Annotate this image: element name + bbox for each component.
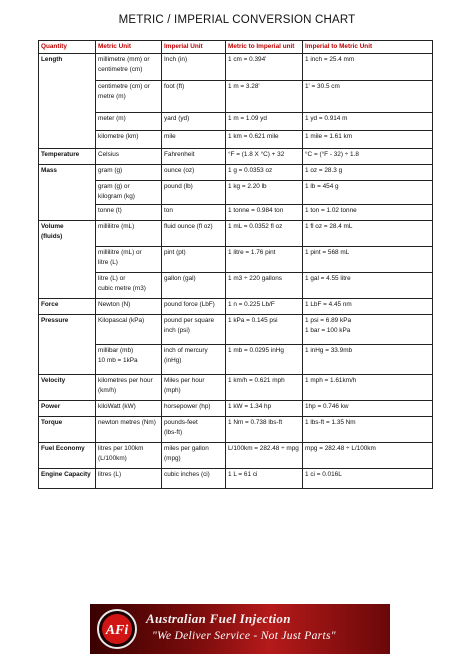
cell-text: 1 m = 3.28': [228, 83, 260, 90]
cell-text: mile: [164, 133, 176, 140]
table-row: [39, 247, 433, 273]
cell-text: centimetre (cm): [98, 66, 143, 73]
cell-text: metre (m): [98, 93, 126, 100]
cell-text: meter (m): [98, 115, 126, 122]
cell-text: tonne (t): [98, 207, 122, 214]
metric-to-imperial-cell: [226, 417, 303, 443]
imperial-unit-cell: [162, 205, 226, 221]
metric-unit-cell: [96, 315, 162, 345]
metric-to-imperial-cell: [226, 315, 303, 345]
header-metric-unit: Metric Unit: [96, 41, 162, 54]
cell-text: Fahrenheit: [164, 151, 195, 158]
metric-to-imperial-cell: [226, 469, 303, 489]
metric-to-imperial-cell: [226, 149, 303, 165]
cell-text: gallon (gal): [164, 275, 196, 282]
cell-text: (mph): [164, 387, 181, 394]
footer-banner: [90, 604, 390, 654]
metric-unit-cell: [96, 54, 162, 81]
quantity-cell: [39, 401, 96, 417]
cell-text: Inch (in): [164, 56, 188, 63]
metric-unit-cell: [96, 113, 162, 131]
metric-unit-cell: [96, 401, 162, 417]
table-row: [39, 417, 433, 443]
cell-text: litres per 100km: [98, 445, 144, 452]
metric-to-imperial-cell: [226, 375, 303, 401]
quantity-label: Torque: [41, 419, 63, 426]
quantity-cell: [39, 417, 96, 443]
cell-text: 1 mile = 1.61 km: [305, 133, 353, 140]
imperial-to-metric-cell: [303, 469, 433, 489]
table-row: [39, 469, 433, 489]
imperial-unit-cell: [162, 401, 226, 417]
cell-text: pound per square: [164, 317, 215, 324]
cell-text: cubic inches (ci): [164, 471, 210, 478]
logo-lettering: AFi: [105, 623, 129, 638]
cell-text: (mpg): [164, 455, 181, 462]
table-row: [39, 131, 433, 149]
cell-text: Newton (N): [98, 301, 131, 308]
cell-text: 1 gal = 4.55 litre: [305, 275, 351, 282]
cell-text: 1 Nm = 0.738 lbs-ft: [228, 419, 283, 426]
cell-text: °C = (°F - 32) ÷ 1.8: [305, 151, 359, 158]
metric-unit-cell: [96, 417, 162, 443]
table-row: [39, 315, 433, 345]
cell-text: pound (lb): [164, 183, 193, 190]
imperial-unit-cell: [162, 165, 226, 181]
quantity-label: Length: [41, 56, 63, 63]
quantity-cell: [39, 315, 96, 375]
imperial-to-metric-cell: [303, 299, 433, 315]
imperial-to-metric-cell: [303, 54, 433, 81]
cell-text: millilitre (mL): [98, 223, 135, 230]
metric-to-imperial-cell: [226, 443, 303, 469]
cell-text: °F = (1.8 X °C) + 32: [228, 151, 285, 158]
quantity-cell: [39, 149, 96, 165]
cell-text: 1 mph = 1.61km/h: [305, 377, 357, 384]
cell-text: 1 ton = 1.02 tonne: [305, 207, 357, 214]
imperial-unit-cell: [162, 81, 226, 113]
quantity-cell: [39, 375, 96, 401]
metric-unit-cell: [96, 131, 162, 149]
cell-text: miles per gallon: [164, 445, 209, 452]
metric-to-imperial-cell: [226, 54, 303, 81]
imperial-to-metric-cell: [303, 165, 433, 181]
page-title: METRIC / IMPERIAL CONVERSION CHART: [118, 14, 356, 26]
cell-text: foot (ft): [164, 83, 185, 90]
imperial-to-metric-cell: [303, 205, 433, 221]
metric-unit-cell: [96, 247, 162, 273]
metric-unit-cell: [96, 81, 162, 113]
cell-text: horsepower (hp): [164, 403, 211, 410]
quantity-label: (fluids): [41, 233, 63, 240]
metric-unit-cell: [96, 345, 162, 375]
afi-logo: [96, 608, 138, 650]
imperial-to-metric-cell: [303, 131, 433, 149]
cell-text: 1 cm = 0.394': [228, 56, 267, 63]
metric-to-imperial-cell: [226, 113, 303, 131]
cell-text: pounds-feet: [164, 419, 198, 426]
imperial-to-metric-cell: [303, 247, 433, 273]
cell-text: 1 n = 0.225 Lb/F: [228, 301, 275, 308]
cell-text: 10 mb = 1kPa: [98, 357, 138, 364]
metric-unit-cell: [96, 165, 162, 181]
cell-text: millimetre (mm) or: [98, 56, 150, 63]
cell-text: Kilopascal (kPa): [98, 317, 145, 324]
brand-name: Australian Fuel Injection: [146, 611, 291, 626]
cell-text: kilometre (km): [98, 133, 139, 140]
header-imperial-to-metric: Imperial to Metric Unit: [303, 41, 433, 54]
cell-text: ounce (oz): [164, 167, 195, 174]
cell-text: 1 kW = 1.34 hp: [228, 403, 272, 410]
imperial-to-metric-cell: [303, 345, 433, 375]
metric-unit-cell: [96, 375, 162, 401]
cell-text: 1 pint = 568 mL: [305, 249, 350, 256]
conversion-table: [38, 40, 433, 489]
quantity-cell: [39, 54, 96, 149]
quantity-label: Power: [41, 403, 61, 410]
cell-text: litre (L): [98, 259, 118, 266]
metric-unit-cell: [96, 273, 162, 299]
imperial-unit-cell: [162, 181, 226, 205]
quantity-label: Volume: [41, 223, 64, 230]
imperial-to-metric-cell: [303, 181, 433, 205]
imperial-unit-cell: [162, 443, 226, 469]
cell-text: mpg = 282.48 ÷ L/100km: [305, 445, 376, 452]
table-row: [39, 299, 433, 315]
table-row: [39, 401, 433, 417]
imperial-to-metric-cell: [303, 113, 433, 131]
cell-text: L/100km = 282.48 ÷ mpg: [228, 445, 299, 452]
cell-text: 1 mL = 0.0352 fl oz: [228, 223, 283, 230]
cell-text: 1 oz = 28.3 g: [305, 167, 343, 174]
cell-text: millibar (mb): [98, 347, 134, 354]
imperial-unit-cell: [162, 221, 226, 247]
table-row: [39, 181, 433, 205]
cell-text: litre (L) or: [98, 275, 126, 282]
table-row: [39, 54, 433, 81]
table-row: [39, 345, 433, 375]
imperial-unit-cell: [162, 273, 226, 299]
metric-to-imperial-cell: [226, 131, 303, 149]
table-header-row: [39, 41, 433, 54]
metric-to-imperial-cell: [226, 205, 303, 221]
imperial-unit-cell: [162, 54, 226, 81]
cell-text: Miles per hour: [164, 377, 205, 384]
quantity-label: Temperature: [41, 151, 80, 158]
quantity-label: Force: [41, 301, 59, 308]
header-imperial-unit: Imperial Unit: [162, 41, 226, 54]
table-row: [39, 221, 433, 247]
metric-to-imperial-cell: [226, 221, 303, 247]
metric-to-imperial-cell: [226, 81, 303, 113]
metric-unit-cell: [96, 221, 162, 247]
metric-to-imperial-cell: [226, 401, 303, 417]
cell-text: fluid ounce (fl oz): [164, 223, 213, 230]
table-row: [39, 273, 433, 299]
cell-text: 1 L = 61 ci: [228, 471, 258, 478]
quantity-cell: [39, 165, 96, 221]
header-metric-to-imperial: Metric to Imperial unit: [226, 41, 303, 54]
imperial-to-metric-cell: [303, 375, 433, 401]
metric-to-imperial-cell: [226, 247, 303, 273]
quantity-cell: [39, 221, 96, 299]
metric-unit-cell: [96, 149, 162, 165]
cell-text: cubic metre (m3): [98, 285, 146, 292]
imperial-to-metric-cell: [303, 221, 433, 247]
slogan: "We Deliver Service - Not Just Parts": [152, 630, 336, 642]
cell-text: inch of mercury: [164, 347, 208, 354]
cell-text: kilometres per hour: [98, 377, 153, 384]
table-row: [39, 81, 433, 113]
table-body: [39, 54, 433, 489]
metric-to-imperial-cell: [226, 299, 303, 315]
cell-text: litres (L): [98, 471, 122, 478]
table-row: [39, 375, 433, 401]
imperial-to-metric-cell: [303, 81, 433, 113]
cell-text: 1hp = 0.746 kw: [305, 403, 349, 410]
quantity-cell: [39, 299, 96, 315]
table-row: [39, 149, 433, 165]
metric-to-imperial-cell: [226, 165, 303, 181]
cell-text: 1 mb = 0.0295 inHg: [228, 347, 284, 354]
cell-text: 1 LbF = 4.45 nm: [305, 301, 352, 308]
imperial-to-metric-cell: [303, 401, 433, 417]
imperial-to-metric-cell: [303, 273, 433, 299]
quantity-label: Engine Capacity: [41, 471, 91, 478]
cell-text: 1 lbs-ft = 1.35 Nm: [305, 419, 356, 426]
imperial-to-metric-cell: [303, 443, 433, 469]
imperial-to-metric-cell: [303, 315, 433, 345]
imperial-to-metric-cell: [303, 149, 433, 165]
cell-text: 1 psi = 6.89 kPa: [305, 317, 352, 324]
cell-text: (inHg): [164, 357, 182, 364]
cell-text: 1 m = 1.09 yd: [228, 115, 267, 122]
quantity-cell: [39, 469, 96, 489]
cell-text: gram (g): [98, 167, 123, 174]
quantity-cell: [39, 443, 96, 469]
imperial-unit-cell: [162, 247, 226, 273]
cell-text: 1 inHg = 33.9mb: [305, 347, 353, 354]
imperial-unit-cell: [162, 417, 226, 443]
quantity-label: Velocity: [41, 377, 66, 384]
cell-text: pint (pt): [164, 249, 186, 256]
cell-text: 1 km = 0.621 mile: [228, 133, 279, 140]
cell-text: kiloWatt (kW): [98, 403, 136, 410]
imperial-unit-cell: [162, 469, 226, 489]
imperial-unit-cell: [162, 375, 226, 401]
cell-text: 1 bar = 100 kPa: [305, 327, 351, 334]
cell-text: 1 lb = 454 g: [305, 183, 339, 190]
quantity-label: Mass: [41, 167, 57, 174]
cell-text: 1 yd = 0.914 m: [305, 115, 348, 122]
metric-to-imperial-cell: [226, 181, 303, 205]
cell-text: centimetre (cm) or: [98, 83, 150, 90]
cell-text: pound force (LbF): [164, 301, 215, 308]
cell-text: Celsius: [98, 151, 119, 158]
quantity-label: Fuel Economy: [41, 445, 85, 452]
metric-unit-cell: [96, 299, 162, 315]
table-row: [39, 165, 433, 181]
metric-unit-cell: [96, 181, 162, 205]
metric-to-imperial-cell: [226, 345, 303, 375]
cell-text: 1 kPa = 0.145 psi: [228, 317, 278, 324]
cell-text: (lbs-ft): [164, 429, 183, 436]
cell-text: 1' = 30.5 cm: [305, 83, 340, 90]
cell-text: (L/100km): [98, 455, 127, 462]
cell-text: (km/h): [98, 387, 117, 394]
cell-text: gram (g) or: [98, 183, 130, 190]
cell-text: 1 ci = 0.016L: [305, 471, 342, 478]
header-quantity: Quantity: [39, 41, 96, 54]
cell-text: newton metres (Nm): [98, 419, 156, 426]
cell-text: 1 kg = 2.20 lb: [228, 183, 267, 190]
metric-unit-cell: [96, 443, 162, 469]
table-row: [39, 113, 433, 131]
imperial-unit-cell: [162, 345, 226, 375]
cell-text: 1 litre = 1.76 pint: [228, 249, 276, 256]
table-row: [39, 443, 433, 469]
cell-text: yard (yd): [164, 115, 190, 122]
quantity-label: Pressure: [41, 317, 69, 324]
imperial-to-metric-cell: [303, 417, 433, 443]
cell-text: 1 fl oz = 28.4 mL: [305, 223, 353, 230]
metric-to-imperial-cell: [226, 273, 303, 299]
cell-text: inch (psi): [164, 327, 190, 334]
cell-text: kilogram (kg): [98, 193, 135, 200]
imperial-unit-cell: [162, 131, 226, 149]
cell-text: 1 km/h = 0.621 mph: [228, 377, 285, 384]
imperial-unit-cell: [162, 299, 226, 315]
cell-text: ton: [164, 207, 173, 214]
metric-unit-cell: [96, 469, 162, 489]
cell-text: 1 inch = 25.4 mm: [305, 56, 355, 63]
metric-unit-cell: [96, 205, 162, 221]
cell-text: millilitre (mL) or: [98, 249, 142, 256]
imperial-unit-cell: [162, 113, 226, 131]
cell-text: 1 m3 ÷ 220 gallons: [228, 275, 282, 282]
imperial-unit-cell: [162, 149, 226, 165]
cell-text: 1 g = 0.0353 oz: [228, 167, 273, 174]
cell-text: 1 tonne = 0.984 ton: [228, 207, 284, 214]
table-row: [39, 205, 433, 221]
imperial-unit-cell: [162, 315, 226, 345]
